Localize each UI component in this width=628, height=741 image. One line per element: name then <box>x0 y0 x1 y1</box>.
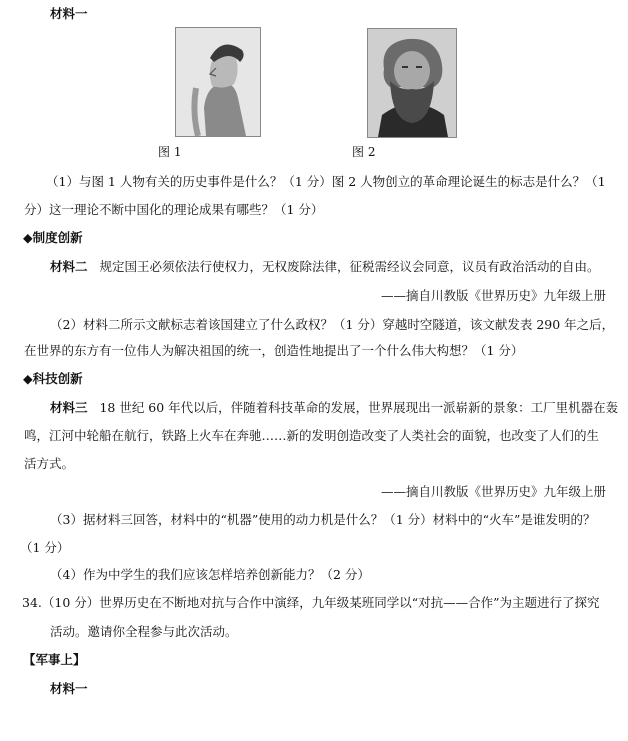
material-3-line-3: 活方式。 <box>24 456 75 471</box>
portrait-1-image <box>176 28 260 136</box>
material-2-paragraph <box>50 257 599 275</box>
question-34-line-2: 活动。邀请你全程参与此次活动。 <box>50 624 238 639</box>
figure-1-caption: 图 1 <box>158 145 182 159</box>
section-military: 【军事上】 <box>23 652 86 667</box>
section-tech-innovation: ◆科技创新 <box>23 371 83 386</box>
material1-label-bottom: 材料一 <box>50 681 88 696</box>
material-2-text: 规定国王必须依法行使权力，无权废除法律，征税需经议会同意，议员有政治活动的自由。 <box>99 259 600 274</box>
question-2-line-2: 在世界的东方有一位伟人为解决祖国的统一，创造性地提出了一个什么伟大构想？（1 分） <box>24 343 524 358</box>
question-3-line-2: （1 分） <box>20 540 70 555</box>
material-3-line-2: 鸣，江河中轮船在航行，铁路上火车在奔驰……新的发明创造改变了人类社会的面貌，也改变了人们的生 <box>24 428 600 443</box>
question-2-line-1: （2）材料二所示文献标志着该国建立了什么政权？（1 分）穿越时空隧道，该文献发表 290 年之后， <box>50 317 615 332</box>
material-3-text-1: 18 世纪 60 年代以后，伴随着科技革命的发展，世界展现出一派崭新的景象：工厂里机器在轰 <box>99 400 619 415</box>
question-34-line-1: 34.（10 分）世界历史在不断地对抗与合作中演绎，九年级某班同学以“对抗——合作”为主题进行了探究 <box>22 595 600 610</box>
material1-label-top: 材料一 <box>50 6 88 21</box>
question-1-line-1: （1）与图 1 人物有关的历史事件是什么？（1 分）图 2 人物创立的革命理论诞生的标志是什么？（1 <box>46 174 606 189</box>
material-3-source: ——摘自川教版《世界历史》九年级上册 <box>380 484 606 499</box>
figure-1-portrait <box>175 27 261 137</box>
portrait-2-image <box>368 29 456 137</box>
material-2-source: ——摘自川教版《世界历史》九年级上册 <box>380 288 606 303</box>
section-system-innovation: ◆制度创新 <box>23 230 83 245</box>
figure-2-caption: 图 2 <box>352 145 376 159</box>
material-3-label: 材料三 <box>50 400 88 415</box>
question-1-line-2: 分）这一理论不断中国化的理论成果有哪些？（1 分） <box>24 202 324 217</box>
question-4: （4）作为中学生的我们应该怎样培养创新能力？（2 分） <box>50 567 370 582</box>
material-3-line-1 <box>50 398 618 416</box>
material-2-label: 材料二 <box>50 259 88 274</box>
figure-2-portrait <box>367 28 457 138</box>
question-3-line-1: （3）据材料三回答，材料中的“机器”使用的动力机是什么？（1 分）材料中的“火车”是谁发明的？ <box>50 512 596 527</box>
